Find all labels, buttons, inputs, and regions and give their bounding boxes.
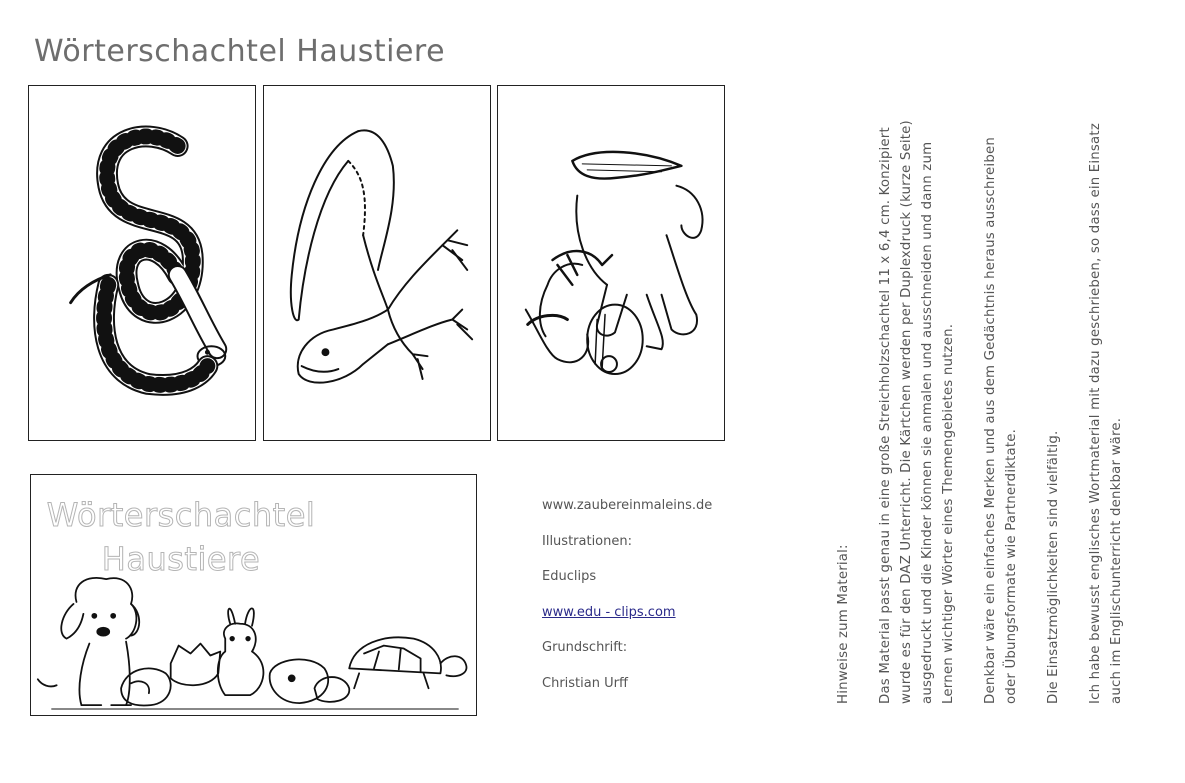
illustrator-name: Educlips [542, 569, 597, 584]
website-text: www.zaubereinmaleins.de [542, 498, 713, 513]
cover-title-line2: Haustiere [101, 540, 261, 578]
page-title: Wörterschachtel Haustiere [34, 34, 446, 70]
horse-illustration [498, 86, 724, 440]
card-horse [497, 85, 725, 441]
notes-wrapper [833, 114, 1153, 704]
card-snake [28, 85, 256, 441]
cover-title-line1: Wörterschachtel [46, 496, 316, 534]
card-iguana [263, 85, 491, 441]
font-author: Christian Urff [542, 675, 628, 691]
material-notes [833, 114, 1153, 704]
cover-card [30, 474, 477, 716]
pets-group-illustration [31, 475, 476, 715]
notes-paragraph-4: Ich habe bewusst englisches Wortmaterial mit dazu geschrieben, so dass ein Einsatz auch im Englischunterricht denkbar wäre. [1088, 123, 1124, 704]
illustrations-label: Illustrationen: [542, 533, 632, 549]
font-label: Grundschrift: [542, 640, 628, 655]
snake-illustration [29, 86, 255, 440]
notes-paragraph-2: Denkbar wäre ein einfaches Merken und aus dem Gedächtnis heraus ausschreiben oder Übungsformate wie Partnerdiktate. [983, 137, 1019, 704]
iguana-illustration [264, 86, 490, 440]
notes-heading: Hinweise zum Material: [836, 544, 851, 704]
illustrator-link[interactable]: www.edu - clips.com [542, 604, 676, 620]
notes-paragraph-1: Das Material passt genau in eine große Streichholzschachtel 11 x 6,4 cm. Konzipiert wurde es für den DAZ Unterricht. Die Kärtchen werden per Duplexdruck (kurze Seite) ausgedruckt und die Kinder können sie anmalen und ausschneiden und dann zum Lernen wichtiger Wörter eines Themengebietes nutzen. [878, 120, 956, 704]
credits-block [542, 496, 772, 709]
notes-paragraph-3: Die Einsatzmöglichkeiten sind vielfältig. [1046, 430, 1061, 704]
